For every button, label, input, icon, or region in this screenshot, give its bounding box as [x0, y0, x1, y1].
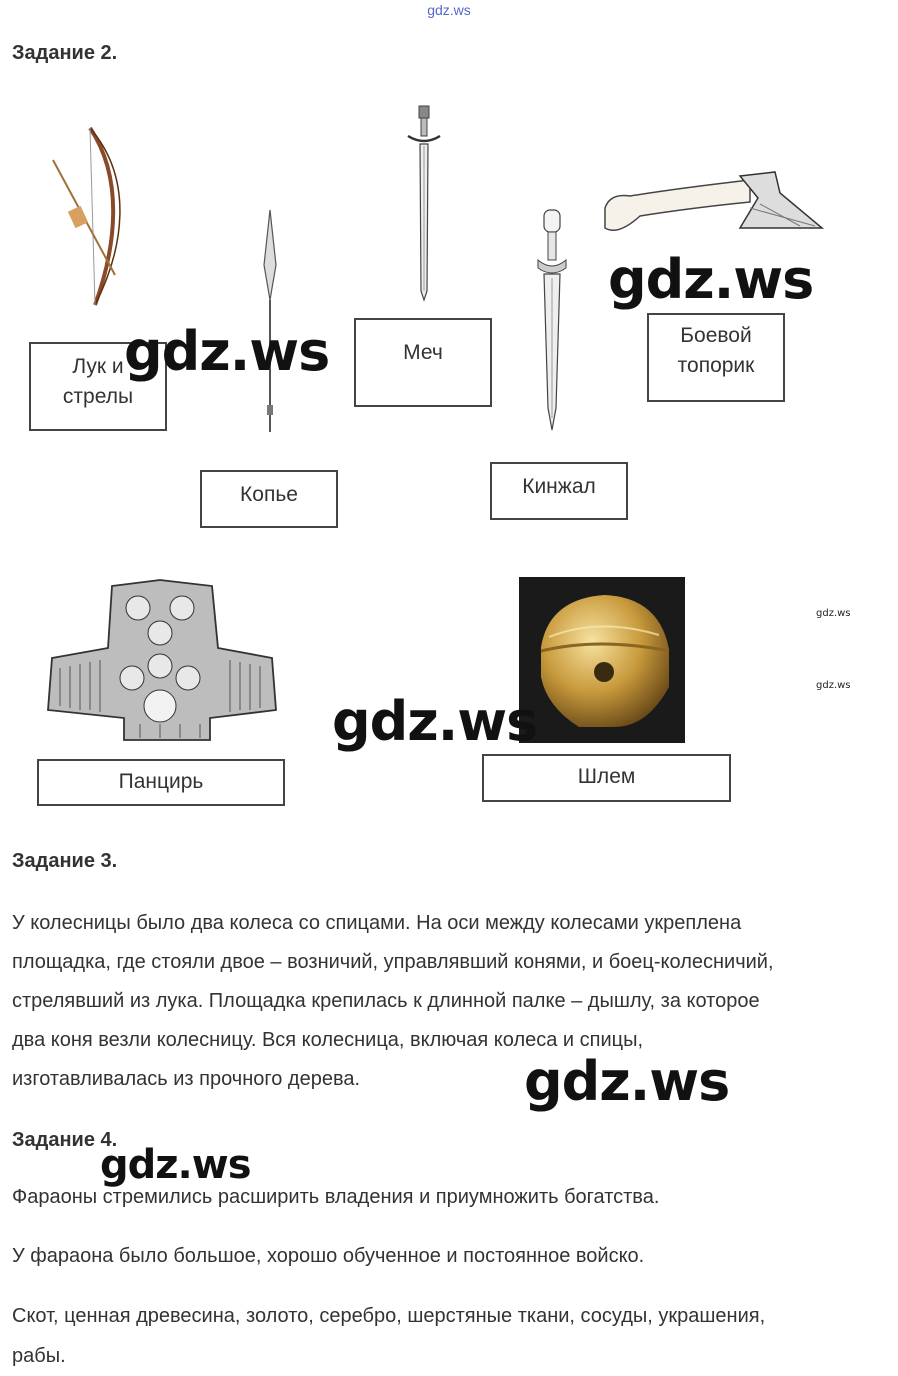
sword-image: [404, 106, 444, 302]
label-dagger: Кинжал: [522, 475, 596, 498]
label-bow-line1: Лук и: [72, 355, 124, 378]
label-box-armor: [37, 759, 285, 806]
task4-heading: Задание 4.: [12, 1129, 118, 1151]
task3-line: два коня везли колесницу. Вся колесница, включая колеса и спицы,: [12, 1029, 644, 1051]
label-armor: Панцирь: [118, 770, 204, 793]
axe-image: [600, 168, 830, 240]
label-box-helmet: [482, 754, 731, 802]
task4-line-1: Фараоны стремились расширить владения и приумножить богатства.: [12, 1186, 660, 1208]
watermark-2: gdz.ws: [124, 320, 330, 383]
watermark-5: gdz.ws: [100, 1142, 251, 1188]
label-box-axe: [647, 313, 785, 402]
label-bow-line2: стрелы: [62, 385, 134, 408]
task3-line: У колесницы было два колеса со спицами. На оси между колесами укреплена: [12, 912, 742, 934]
bow-image: [45, 120, 125, 310]
watermark-small-1: gdz.ws: [816, 608, 851, 619]
label-box-dagger: [490, 462, 628, 520]
helmet-image: [519, 577, 685, 743]
task3-heading: Задание 3.: [12, 850, 118, 872]
label-box-spear: [200, 470, 338, 528]
dagger-image: [532, 208, 572, 433]
watermark-top: gdz.ws: [427, 2, 471, 18]
label-helmet: Шлем: [577, 765, 636, 788]
watermark-3: gdz.ws: [332, 690, 538, 753]
label-axe-line1: Боевой: [680, 324, 752, 347]
task4-line-3: Скот, ценная древесина, золото, серебро, шерстяные ткани, сосуды, украшения,: [12, 1305, 766, 1327]
task3-line: стрелявший из лука. Площадка крепилась к длинной палке – дышлу, за которое: [12, 990, 760, 1012]
task4-line-4: рабы.: [12, 1345, 66, 1367]
label-spear: Копье: [240, 483, 298, 506]
watermark-1: gdz.ws: [608, 248, 814, 311]
watermark-small-2: gdz.ws: [816, 680, 851, 691]
armor-image: [40, 578, 285, 743]
label-box-sword: [354, 318, 492, 407]
label-axe-line2: топорик: [677, 354, 755, 377]
task4-line-2: У фараона было большое, хорошо обученное и постоянное войско.: [12, 1245, 645, 1267]
watermark-4: gdz.ws: [524, 1050, 730, 1113]
task3-text: [12, 904, 892, 1099]
task3-line: площадка, где стояли двое – возничий, управлявший конями, и боец-колесничий,: [12, 951, 774, 973]
task2-heading: Задание 2.: [12, 42, 118, 64]
label-sword: Меч: [403, 341, 443, 364]
task3-line: изготавливалась из прочного дерева.: [12, 1068, 361, 1090]
